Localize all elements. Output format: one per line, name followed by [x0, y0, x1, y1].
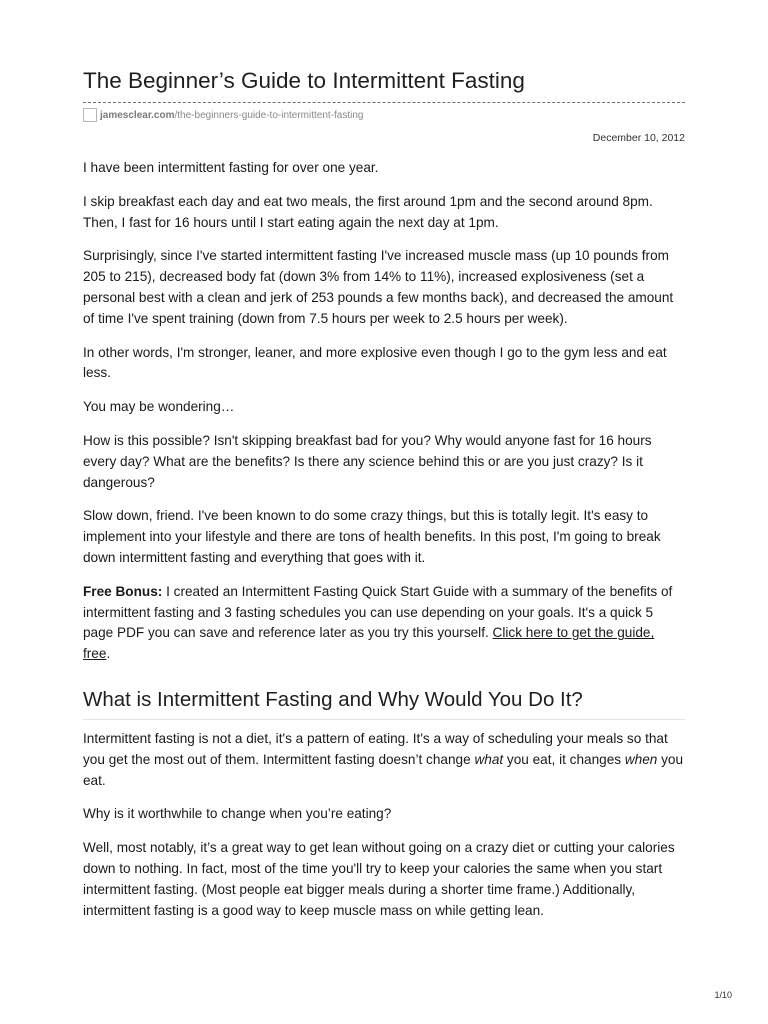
paragraph: Why is it worthwhile to change when you’re eating? [83, 806, 392, 822]
page-number: 1/10 [714, 990, 732, 1000]
emphasis-what: what [474, 751, 504, 767]
free-bonus-end: . [106, 646, 111, 662]
source-domain: jamesclear.com [100, 109, 175, 121]
paragraph: Surprisingly, since I've started intermittent fasting I've increased muscle mass (up 10 pounds from 205 to 215), decreased body fat (down 3% from 14% to 11%), increased explosiveness (set a personal best with a clean and jerk of 253 pounds a few months back), and decreased the amount of time I've spent training (down from 7.5 hours per week to 2.5 hours per week). [83, 248, 674, 326]
paragraph: Well, most notably, it’s a great way to get lean without going on a crazy diet or cutting your calories down to nothing. In fact, most of the time you'll try to keep your calories the same when you start intermittent fasting. (Most people eat bigger meals during a shorter time frame.) Additionally, intermittent fasting is a good way to keep muscle mass on while getting lean. [83, 840, 675, 918]
emphasis-when: when [624, 751, 658, 767]
paragraph: Slow down, friend. I've been known to do some crazy things, but this is totally legit. It's easy to implement into your lifestyle and there are tons of health benefits. In this post, I'm going to break down intermittent fasting and everything that goes with it. [83, 508, 661, 565]
article-body [83, 158, 685, 934]
paragraph: You may be wondering… [83, 399, 235, 415]
source-path: /the-beginners-guide-to-intermittent-fasting [174, 109, 364, 121]
title-divider [83, 102, 685, 103]
paragraph [83, 729, 685, 791]
text-run: you eat, it changes [503, 751, 625, 767]
free-bonus-label: Free Bonus: [83, 583, 163, 599]
text-run: Intermittent fasting is not a diet, it's a pattern of eating. It's a way of scheduling your meals so that you get the most out of them. Intermittent fasting doesn’t change [83, 730, 668, 767]
free-bonus-paragraph [83, 582, 685, 665]
text-run: you eat. [83, 751, 684, 788]
paragraph: In other words, I'm stronger, leaner, and more explosive even though I go to the gym less and eat less. [83, 344, 667, 381]
paragraph: How is this possible? Isn't skipping breakfast bad for you? Why would anyone fast for 16 hours every day? What are the benefits? Is there any science behind this or are you just crazy? Is it dangerous? [83, 432, 652, 490]
publish-date: December 10, 2012 [592, 132, 685, 144]
free-bonus-text: I created an Intermittent Fasting Quick Start Guide with a summary of the benefits of intermittent fasting and 3 fasting schedules you can use depending on your goals. It's a quick 5 page PDF you can save and reference later as you try this yourself. [83, 583, 673, 641]
section-heading: What is Intermittent Fasting and Why Would You Do It? [83, 688, 685, 720]
favicon-icon [83, 108, 97, 122]
source-url[interactable] [83, 107, 363, 123]
paragraph: I have been intermittent fasting for over one year. [83, 160, 379, 175]
guide-download-link[interactable]: Click here to get the guide, free [83, 625, 655, 662]
paragraph: I skip breakfast each day and eat two meals, the first around 1pm and the second around 8pm. Then, I fast for 16 hours until I start eating again the next day at 1pm. [83, 193, 653, 230]
article-title: The Beginner’s Guide to Intermittent Fasting [83, 68, 525, 93]
